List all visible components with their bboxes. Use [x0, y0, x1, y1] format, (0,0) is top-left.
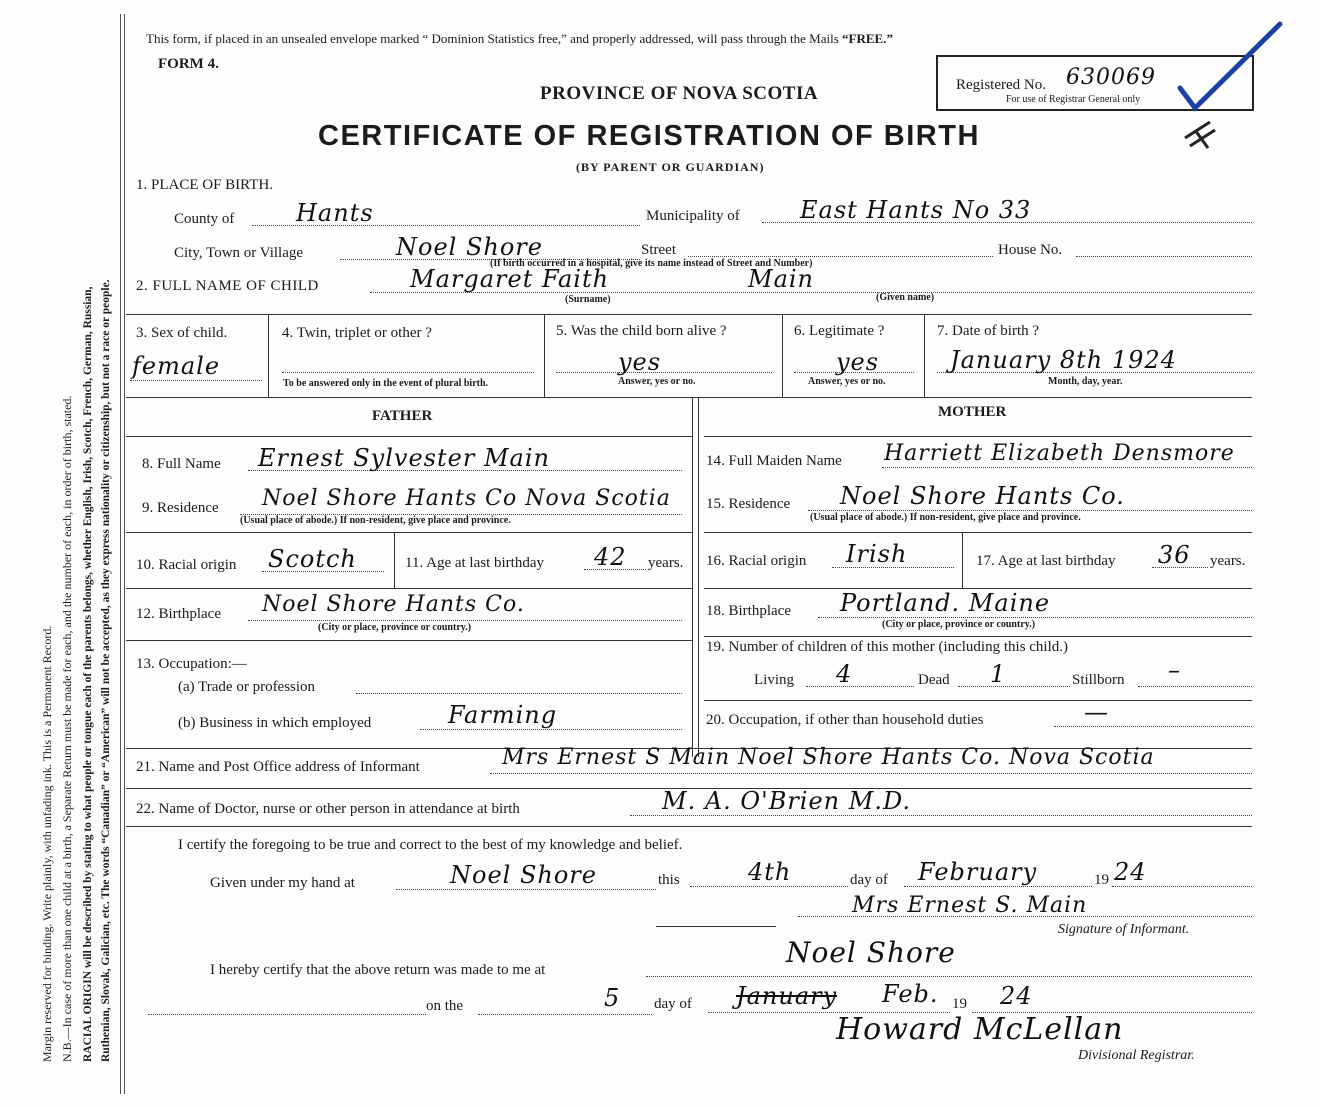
house-number-label: House No. — [998, 242, 1063, 258]
informant-label: 21. Name and Post Office address of Informant — [136, 759, 420, 775]
trade-label: (a) Trade or profession — [178, 679, 316, 695]
mother-name-value: Harriett Elizabeth Densmore — [884, 441, 1235, 466]
twin-label: 4. Twin, triplet or other ? — [282, 325, 432, 341]
father-name-label: 8. Full Name — [142, 456, 221, 472]
registrar-signature-label: Divisional Registrar. — [1078, 1048, 1195, 1063]
mother-racial-label: 16. Racial origin — [706, 553, 807, 569]
province-heading: PROVINCE OF NOVA SCOTIA — [540, 83, 819, 104]
given-day-value: 4th — [748, 858, 792, 886]
registered-label: Registered No. — [956, 77, 1046, 93]
mother-age-value: 36 — [1158, 541, 1191, 569]
municipality-label: Municipality of — [646, 208, 740, 224]
father-name-value: Ernest Sylvester Main — [258, 444, 550, 472]
given-day-of-label: day of — [850, 872, 888, 888]
father-age-value: 42 — [594, 543, 627, 571]
occupation-label: 13. Occupation:— — [136, 656, 247, 672]
city-value: Noel Shore — [396, 233, 543, 261]
given-place-value: Noel Shore — [450, 861, 597, 889]
doctor-value: M. A. O'Brien M.D. — [662, 787, 911, 815]
father-racial-value: Scotch — [268, 545, 357, 573]
children-count-label: 19. Number of children of this mother (including this child.) — [706, 639, 1069, 655]
registrar-day-of-label: day of — [654, 996, 692, 1012]
this-label: this — [658, 872, 680, 888]
margin-binding-note: Margin reserved for binding. Write plainly, with unfading ink. This is a Permanent Record. — [40, 625, 54, 1062]
sex-label: 3. Sex of child. — [136, 325, 228, 341]
margin-rule — [120, 14, 121, 1094]
given-year-value: 24 — [1114, 858, 1147, 886]
registrar-year-prefix: 19 — [952, 996, 967, 1012]
city-label: City, Town or Village — [174, 245, 304, 261]
father-racial-label: 10. Racial origin — [136, 557, 237, 573]
registrar-signature: Howard McLellan — [836, 1012, 1124, 1047]
hospital-note: (If birth occurred in a hospital, give its name instead of Street and Number) — [490, 258, 813, 269]
mother-racial-value: Irish — [846, 540, 908, 568]
mother-residence-note: (Usual place of abode.) If non-resident, give place and province. — [810, 512, 1081, 523]
certificate-title: CERTIFICATE OF REGISTRATION OF BIRTH — [318, 120, 980, 152]
street-label: Street — [641, 242, 676, 258]
margin-plural-birth-note: N.B.—In case of more than one child at a birth, a Separate Return must be made for each, and the number of each, in order of birth, stated. — [60, 395, 74, 1062]
child-given-value: Main — [748, 265, 815, 293]
legitimate-note: Answer, yes or no. — [808, 376, 886, 387]
mother-heading: MOTHER — [938, 404, 1007, 420]
county-label: County of — [174, 211, 235, 227]
on-the-label: on the — [426, 998, 464, 1014]
business-value: Farming — [448, 701, 558, 729]
certificate-subtitle: (BY PARENT OR GUARDIAN) — [576, 160, 765, 174]
father-years-label: years. — [648, 555, 684, 571]
registrar-year-value: 24 — [1000, 982, 1033, 1010]
mail-notice: This form, if placed in an unsealed envelope marked “ Dominion Statistics free,” and properly addressed, will pass through the Mails “FREE.” — [146, 31, 893, 46]
registrar-statement: I hereby certify that the above return was made to me at — [210, 962, 546, 978]
date-of-birth-value: January 8th 1924 — [950, 346, 1177, 374]
legitimate-value: yes — [836, 348, 880, 376]
legitimate-label: 6. Legitimate ? — [794, 323, 885, 339]
father-heading: FATHER — [372, 408, 433, 424]
given-year-prefix: 19 — [1094, 872, 1109, 888]
informant-signature: Mrs Ernest S. Main — [852, 893, 1088, 918]
mother-birthplace-value: Portland. Maine — [840, 589, 1051, 617]
mother-residence-value: Noel Shore Hants Co. — [840, 482, 1125, 510]
father-birthplace-label: 12. Birthplace — [136, 606, 221, 622]
mother-age-label: 17. Age at last birthday — [976, 553, 1116, 569]
given-name-note: (Given name) — [876, 292, 935, 303]
living-label: Living — [754, 672, 794, 688]
county-value: Hants — [296, 199, 374, 227]
living-value: 4 — [836, 660, 853, 688]
mother-years-label: years. — [1210, 553, 1246, 569]
father-residence-note: (Usual place of abode.) If non-resident, give place and province. — [240, 515, 511, 526]
father-birthplace-value: Noel Shore Hants Co. — [262, 592, 525, 617]
father-birthplace-note: (City or place, province or country.) — [318, 622, 472, 633]
given-month-value: February — [918, 858, 1038, 886]
place-of-birth-heading: 1. PLACE OF BIRTH. — [136, 177, 274, 193]
date-note: Month, day, year. — [1048, 376, 1123, 387]
mother-occupation-label: 20. Occupation, if other than household duties — [706, 712, 984, 728]
dead-label: Dead — [918, 672, 950, 688]
father-residence-value: Noel Shore Hants Co Nova Scotia — [262, 486, 671, 511]
father-age-label: 11. Age at last birthday — [405, 555, 544, 571]
registered-note: For use of Registrar General only — [1006, 94, 1141, 105]
registrar-day-value: 5 — [604, 984, 621, 1012]
form-number: FORM 4. — [158, 56, 219, 72]
stillborn-value: – — [1168, 656, 1181, 684]
margin-rule-inner — [124, 14, 125, 1094]
stillborn-label: Stillborn — [1072, 672, 1125, 688]
margin-racial-origin-note-2: Ruthenian, Slovak, Galician, etc. The words “Canadian” or “American” will not be accepted, as they express nationality or citizenship, but not a race or people. — [100, 279, 112, 1062]
twin-note: To be answered only in the event of plural birth. — [283, 378, 489, 389]
father-residence-label: 9. Residence — [142, 500, 219, 516]
mother-birthplace-note: (City or place, province or country.) — [882, 619, 1036, 630]
check-mark-icon — [1170, 18, 1290, 158]
margin-racial-origin-note-1: RACIAL ORIGIN will be described by stating to what people or tongue each of the parents belongs, whether English, Irish, Scotch, French, German, Russian, — [82, 286, 94, 1062]
sex-value: female — [132, 352, 221, 380]
date-of-birth-label: 7. Date of birth ? — [937, 323, 1040, 339]
business-label: (b) Business in which employed — [178, 715, 372, 731]
registrar-month-value: Feb. — [882, 980, 939, 1008]
alive-value: yes — [618, 348, 662, 376]
registrar-month-struck: January — [736, 982, 838, 1010]
registered-value: 630069 — [1066, 65, 1156, 90]
mother-name-label: 14. Full Maiden Name — [706, 453, 842, 469]
municipality-value: East Hants No 33 — [800, 196, 1032, 224]
surname-note: (Surname) — [565, 294, 611, 305]
mother-occupation-value: — — [1084, 698, 1109, 726]
dead-value: 1 — [990, 660, 1007, 688]
alive-label: 5. Was the child born alive ? — [556, 323, 727, 339]
certify-statement: I certify the foregoing to be true and correct to the best of my knowledge and belief. — [178, 837, 683, 853]
mother-birthplace-label: 18. Birthplace — [706, 603, 791, 619]
informant-value: Mrs Ernest S Main Noel Shore Hants Co. Nova Scotia — [502, 745, 1155, 770]
mother-residence-label: 15. Residence — [706, 496, 791, 512]
doctor-label: 22. Name of Doctor, nurse or other person in attendance at birth — [136, 801, 520, 817]
alive-note: Answer, yes or no. — [618, 376, 696, 387]
given-under-label: Given under my hand at — [210, 875, 355, 891]
registrar-place-value: Noel Shore — [786, 936, 956, 969]
informant-signature-label: Signature of Informant. — [1058, 922, 1190, 937]
child-surname-value: Margaret Faith — [410, 265, 610, 293]
child-name-label: 2. FULL NAME OF CHILD — [136, 278, 319, 294]
